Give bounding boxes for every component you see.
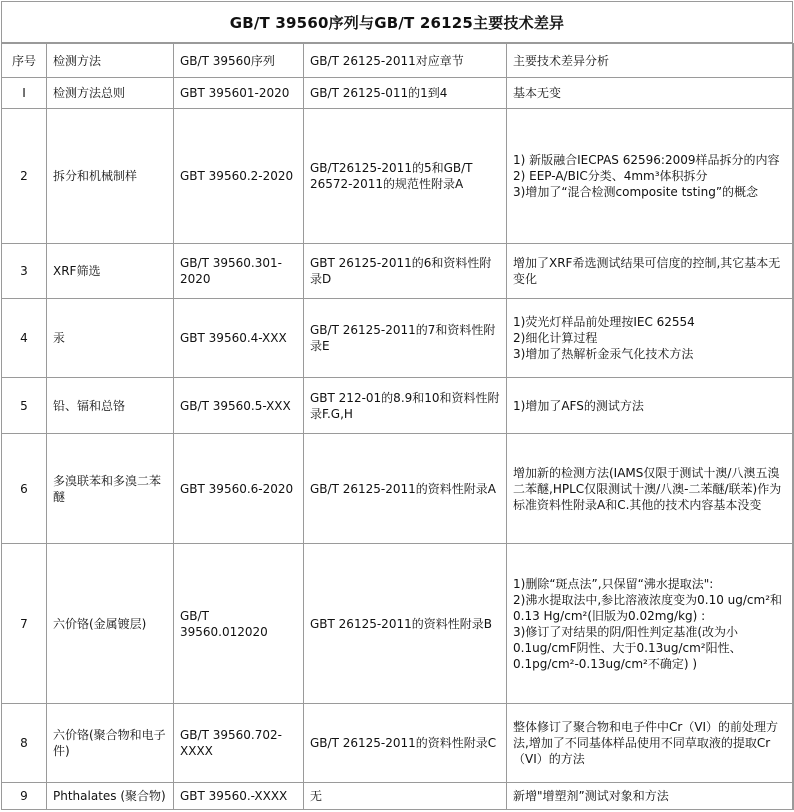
cell-no: 9 [2,783,47,810]
cell-std: GB/T 39560.012020 [174,544,304,704]
cell-method: 多溴联苯和多溴二苯醚 [47,434,174,544]
cell-old: GB/T 26125-2011的资料性附录A [304,434,507,544]
table-row [2,704,794,783]
cell-std: GBT 39560.4-XXX [174,299,304,378]
cell-std: GB/T 39560.702-XXXX [174,704,304,783]
cell-old: GBT 26125-2011的资料性附录B [304,544,507,704]
table-row [2,109,794,244]
cell-no: 2 [2,109,47,244]
cell-old: GBT 26125-2011的6和资料性附录D [304,244,507,299]
cell-no: 4 [2,299,47,378]
cell-diff: 1)删除“斑点法”,只保留“沸水提取法": 2)沸水提取法中,参比溶液浓度变为0.10 ug/cm²和0.13 Hg/cm²(旧版为0.02mg/kg) : 3)修订了对结果的阴/阳性判定基准(改为小0.1ug/cmF阴性、大于0.13ug/cm²阳性、0.1pg/cm²-0.13ug/cm²不确定) ) [507,544,794,704]
cell-old: 无 [304,783,507,810]
table-row [2,783,794,810]
comparison-table [1,43,794,810]
cell-old: GB/T 26125-2011的资料性附录C [304,704,507,783]
header-std: GB/T 39560序列 [174,44,304,78]
cell-no: 8 [2,704,47,783]
header-diff: 主要技术差异分析 [507,44,794,78]
cell-diff: 整体修订了聚合物和电子件中Cr（VI）的前处理方法,增加了不同基体样品使用不同草取液的提取Cr（VI）的方法 [507,704,794,783]
cell-diff: 1)增加了AFS的测试方法 [507,378,794,434]
cell-old: GB/T 26125-2011的7和资料性附录E [304,299,507,378]
header-no: 序号 [2,44,47,78]
header-old: GB/T 26125-2011对应章节 [304,44,507,78]
cell-old: GB/T 26125-011的1到4 [304,78,507,109]
cell-method: 检测方法总则 [47,78,174,109]
cell-method: 拆分和机械制样 [47,109,174,244]
table-row [2,299,794,378]
cell-method: 铅、镉和总铬 [47,378,174,434]
cell-diff: 1) 新版融合IECPAS 62596:2009样品拆分的内容 2) EEP-A/BIC分类、4mm³体积拆分 3)增加了“混合检测composite tsting”的概念 [507,109,794,244]
cell-std: GBT 395601-2020 [174,78,304,109]
cell-no: I [2,78,47,109]
table-row [2,434,794,544]
cell-no: 7 [2,544,47,704]
table-row [2,378,794,434]
table-row [2,544,794,704]
cell-old: GB/T26125-2011的5和GB/T 26572-2011的规范性附录A [304,109,507,244]
cell-diff: 新增"增塑剂”测试对象和方法 [507,783,794,810]
cell-std: GB/T 39560.5-XXX [174,378,304,434]
table-title: GB/T 39560序列与GB/T 26125主要技术差异 [2,2,792,43]
table-header-row [2,44,794,78]
cell-std: GBT 39560.2-2020 [174,109,304,244]
cell-std: GBT 39560.6-2020 [174,434,304,544]
cell-method: 六价铬(聚合物和电子件) [47,704,174,783]
document-page [1,1,793,810]
cell-diff: 增加了XRF希选测试结果可信度的控制,其它基本无变化 [507,244,794,299]
header-method: 检测方法 [47,44,174,78]
cell-method: 六价铬(金属镀层) [47,544,174,704]
cell-method: Phthalates (聚合物) [47,783,174,810]
table-row [2,244,794,299]
cell-std: GBT 39560.-XXXX [174,783,304,810]
cell-diff: 1)荧光灯样品前处理按IEC 62554 2)细化计算过程 3)增加了热解析金汞气化技术方法 [507,299,794,378]
cell-no: 3 [2,244,47,299]
cell-method: 汞 [47,299,174,378]
cell-old: GBT 212-01的8.9和10和资料性附录F.G,H [304,378,507,434]
cell-diff: 增加新的检测方法(IAMS仅限于测试十澳/八澳五溴二苯醚,HPLC仅限测试十澳/八澳-二苯醚/联苯)作为标准资料性附录A和C.其他的技术内容基本没变 [507,434,794,544]
cell-method: XRF筛选 [47,244,174,299]
table-row [2,78,794,109]
cell-no: 6 [2,434,47,544]
cell-no: 5 [2,378,47,434]
cell-diff: 基本无变 [507,78,794,109]
cell-std: GB/T 39560.301-2020 [174,244,304,299]
